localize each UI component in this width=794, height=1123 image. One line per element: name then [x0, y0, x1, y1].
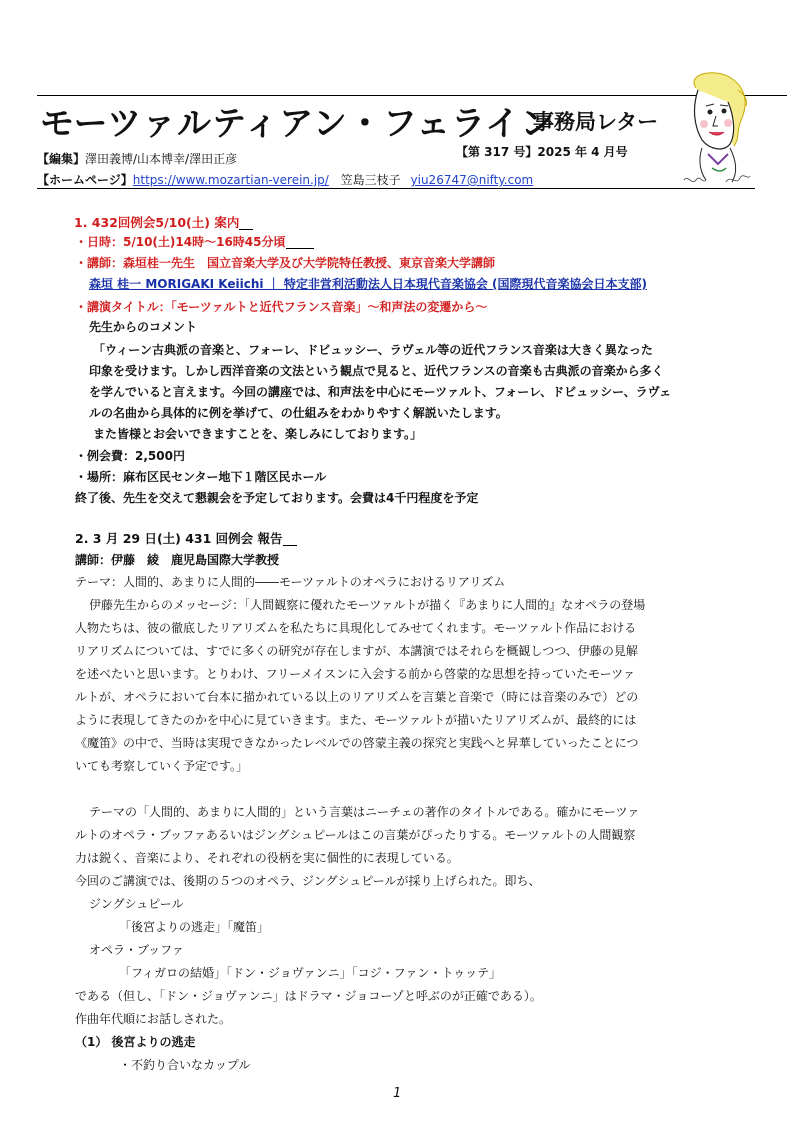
- subsection1-item: ・不釣り合いなカップル: [119, 1058, 251, 1072]
- section1-lecturer-detail: 森垣 桂一 MORIGAKI Keiichi ｜ 特定非営利活動法人日本現代音楽協会 (国際現代音楽協会日本支部): [89, 277, 648, 291]
- message-label: 伊藤先生からのメッセージ：: [89, 598, 245, 612]
- section1-date: [75, 232, 314, 253]
- editor-names: 澤田義博/山本博幸/澤田正彦: [85, 152, 238, 166]
- message-line-8: いても考察していく予定です。」: [75, 759, 249, 773]
- section2-heading: [75, 529, 297, 547]
- editor-label: 【編集】: [37, 152, 86, 166]
- genre-opera-buffa-works: 「フィガロの結婚」「ドン・ジョヴァンニ」「コジ・ファン・トゥッテ」: [119, 966, 502, 980]
- section1-heading: [74, 213, 253, 231]
- section2-message-first-line: [89, 595, 645, 616]
- section1-talk-title: ・講演タイトル：「モーツァルトと近代フランス音楽」～和声法の変遷から～: [75, 300, 488, 314]
- message-line-5: ルトが、オペラにおいて台本に描かれている以上のリアリズムを言葉と音楽で（時には音楽のみで）どの: [75, 690, 639, 704]
- contact-email-link[interactable]: yiu26747@nifty.com: [410, 173, 534, 187]
- comment-line-2: 印象を受けます。しかし西洋音楽の文法という観点で見ると、近代フランスの音楽も古典派の音楽から多く: [89, 364, 664, 378]
- message-line-7: 《魔笛》の中で、当時は実現できなかったレベルでの啓蒙主義の探究と実践へと昇華していったことにつ: [75, 736, 639, 750]
- section1-lecturer: ・講師：森垣桂一先生 国立音楽大学及び大学院特任教授、東京音楽大学講師: [75, 256, 496, 270]
- section1-place: ・場所：麻布区民センター地下１階区民ホール: [75, 470, 327, 484]
- homepage-line: [37, 171, 533, 188]
- section2-theme: テーマ：人間的、あまりに人間的――モーツァルトのオペラにおけるリアリズム: [75, 575, 506, 589]
- genre-singspiel: ジングシュピール: [89, 897, 184, 911]
- body-line-2: ルトのオペラ・ブッファあるいはジングシュピールはこの言葉がぴったりする。モーツァルトの人間観察: [75, 828, 636, 842]
- heading-underline: [239, 229, 253, 230]
- header-bottom-rule: [37, 188, 755, 189]
- newsletter-subtitle: 事務局レター: [533, 110, 659, 134]
- editor-line: [37, 150, 237, 167]
- message-line-1: 「人間観察に優れたモーツァルトが描く『あまりに人間的』なオペラの登場: [244, 598, 646, 612]
- comment-line-1: 「ウィーン古典派の音楽と、フォーレ、ドビュッシー、ラヴェル等の近代フランス音楽は大きく異なった: [93, 343, 653, 357]
- mozart-caricature-logo: [676, 68, 756, 196]
- subsection1-heading: （1） 後宮よりの逃走: [75, 1035, 196, 1049]
- body-line-4: 今回のご講演では、後期の５つのオペラ、ジングシュピールが採り上げられた。即ち、: [75, 874, 541, 888]
- homepage-label: 【ホームページ】: [37, 173, 133, 187]
- section1-heading-text: 1. 432回例会5/10(土) 案内: [74, 215, 240, 230]
- contact-name: 笠島三枝子: [340, 173, 401, 187]
- date-underline: [286, 248, 314, 249]
- message-line-2: 人物たちは、彼の徹底したリアリズムを私たちに具現化してみせてくれます。モーツァルト作品における: [75, 621, 637, 635]
- body-line-3: 力は鋭く、音楽により、それぞれの役柄を実に個性的に表現している。: [75, 851, 459, 865]
- section2-heading-text: 2. 3 月 29 日(土) 431 回例会 報告: [75, 531, 283, 546]
- message-line-6: ように表現してきたのかを中心に見ていきます。また、モーツァルトが描いたリアリズムが、最終的には: [75, 713, 637, 727]
- genre-opera-buffa: オペラ・ブッファ: [89, 943, 184, 957]
- genre-singspiel-works: 「後宮よりの逃走」「魔笛」: [119, 920, 270, 934]
- body-line-1: テーマの「人間的、あまりに人間的」という言葉はニーチェの著作のタイトルである。確かにモーツァ: [89, 805, 640, 819]
- section1-comment-label: 先生からのコメント: [89, 320, 198, 334]
- section1-fee: ・例会費：2,500円: [75, 449, 185, 463]
- page-number: 1: [393, 1086, 402, 1101]
- newsletter-title: モーツァルティアン・フェライン: [40, 104, 556, 144]
- message-line-4: を述べたいと思います。とりわけ、フリーメイスンに入会する前から啓蒙的な思想を持っていたモーツァ: [75, 667, 636, 681]
- message-line-3: リアリズムについては、すでに多くの研究が存在しますが、本講演ではそれらを概観しつつ、伊藤の見解: [75, 644, 638, 658]
- section2-lecturer: 講師：伊藤 綾 鹿児島国際大学教授: [75, 553, 280, 567]
- section2-note: である（但し、「ドン・ジョヴァンニ」はドラマ・ジョコーゾと呼ぶのが正確である）。: [75, 989, 542, 1003]
- section1-date-text: ・日時：5/10(土)14時～16時45分頃: [75, 235, 286, 249]
- section1-after: 終了後、先生を交えて懇親会を予定しております。会費は4千円程度を予定: [75, 491, 479, 505]
- section2-order: 作曲年代順にお話しされた。: [75, 1012, 232, 1026]
- homepage-link[interactable]: https://www.mozartian-verein.jp/: [132, 173, 329, 187]
- issue-number: 【第 317 号】2025 年 4 月号: [456, 145, 628, 159]
- comment-line-3: を学んでいると言えます。今回の講座では、和声法を中心にモーツァルト、フォーレ、ドビュッシー、ラヴェ: [89, 385, 672, 399]
- heading-underline: [283, 545, 297, 546]
- comment-line-4: ルの名曲から具体的に例を挙げて、の仕組みをわかりやすく解説いたします。: [89, 406, 508, 420]
- comment-line-5: また皆様とお会いできますことを、楽しみにしております。」: [93, 427, 423, 441]
